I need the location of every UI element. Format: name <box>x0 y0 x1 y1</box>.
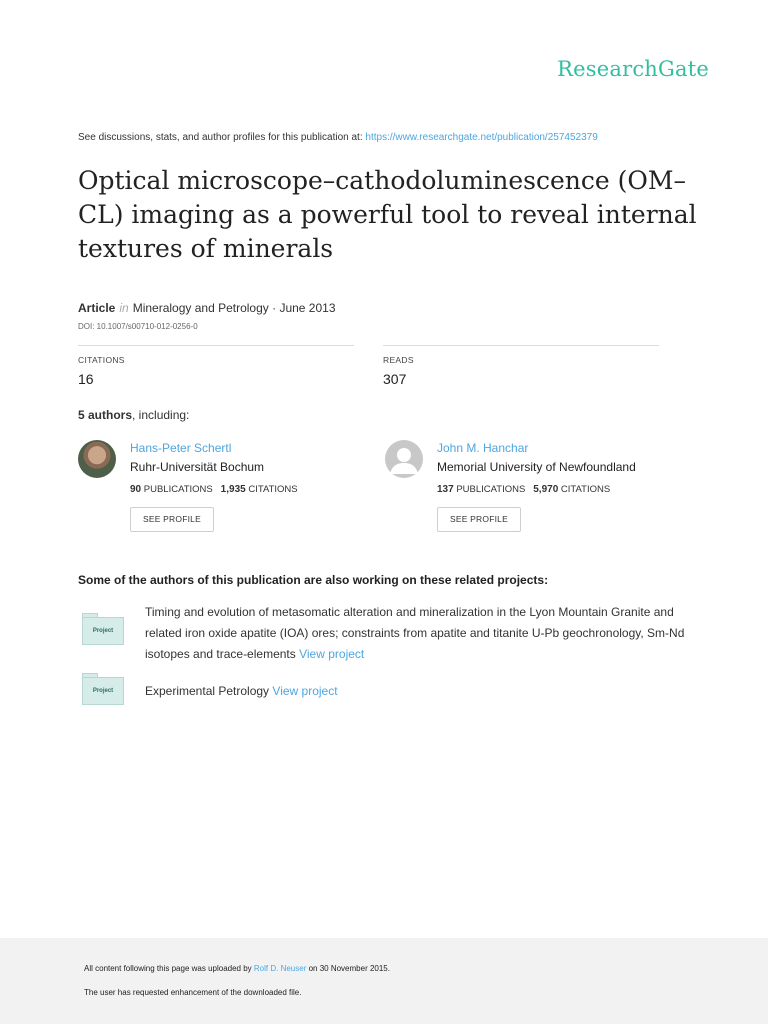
authors-suffix: , including: <box>132 408 190 422</box>
project-title: Timing and evolution of metasomatic alteration and mineralization in the Lyon Mountain Granite and related iron oxide apatite (IOA) ores; constraints from apatite and titanite U-Pb geochronology, Sm-Nd isotopes and trace-elements <box>145 605 685 661</box>
uploader-link[interactable]: Rolf D. Neuser <box>253 964 307 973</box>
citations-stat <box>78 345 354 387</box>
authors-heading <box>78 408 189 422</box>
reads-label: READS <box>383 355 414 365</box>
author-citations-count: 5,970 <box>533 484 559 495</box>
doi: DOI: 10.1007/s00710-012-0256-0 <box>78 322 198 331</box>
project-description <box>145 681 698 702</box>
author-citations-label: CITATIONS <box>248 484 298 495</box>
upload-suffix: on 30 November 2015. <box>306 964 390 973</box>
author-publications-count: 137 <box>437 484 454 495</box>
citations-label: CITATIONS <box>78 355 125 365</box>
citations-value: 16 <box>78 371 94 387</box>
journal-name[interactable]: Mineralogy and Petrology · June 2013 <box>132 301 336 315</box>
view-project-link[interactable]: View project <box>299 647 365 661</box>
reads-value: 307 <box>383 371 407 387</box>
author-avatar[interactable] <box>78 440 116 478</box>
see-profile-button[interactable]: SEE PROFILE <box>130 507 214 532</box>
author-publications-count: 90 <box>130 484 142 495</box>
publication-title: Optical microscope–cathodoluminescence (OM–CL) imaging as a powerful tool to reveal internal textures of minerals <box>78 166 697 263</box>
reads-stat <box>383 345 659 387</box>
author-name-link[interactable]: Hans-Peter Schertl <box>130 441 232 455</box>
upload-info <box>84 964 390 973</box>
footer <box>0 938 768 1024</box>
project-description <box>145 602 698 665</box>
project-folder-icon[interactable] <box>82 613 124 645</box>
author-stats <box>437 484 610 495</box>
in-label: in <box>119 301 129 315</box>
discussion-line <box>78 132 598 143</box>
view-project-link[interactable]: View project <box>272 684 338 698</box>
upload-prefix: All content following this page was uploaded by <box>84 964 254 973</box>
project-title: Experimental Petrology <box>145 684 273 698</box>
discussion-text: See discussions, stats, and author profiles for this publication at: <box>78 132 366 143</box>
author-institution: Memorial University of Newfoundland <box>437 460 636 474</box>
project-icon-label: Project <box>82 617 124 645</box>
author-citations-count: 1,935 <box>220 484 246 495</box>
author-name-link[interactable]: John M. Hanchar <box>437 441 529 455</box>
authors-count: 5 authors <box>78 408 133 422</box>
publication-type: Article <box>78 301 116 315</box>
enhancement-note: The user has requested enhancement of the downloaded file. <box>84 988 302 997</box>
author-citations-label: CITATIONS <box>560 484 611 495</box>
publication-url-link[interactable]: https://www.researchgate.net/publication/257452379 <box>365 132 598 143</box>
see-profile-button[interactable]: SEE PROFILE <box>437 507 521 532</box>
author-stats <box>130 484 298 495</box>
related-projects-heading: Some of the authors of this publication are also working on these related projects: <box>78 573 549 587</box>
author-publications-label: PUBLICATIONS <box>143 484 213 495</box>
author-publications-label: PUBLICATIONS <box>456 484 526 495</box>
publication-meta <box>78 301 336 315</box>
project-folder-icon[interactable] <box>82 673 124 705</box>
author-institution: Ruhr-Universität Bochum <box>130 460 265 474</box>
project-icon-label: Project <box>82 677 124 705</box>
researchgate-logo[interactable]: ResearchGate <box>557 57 709 81</box>
user-placeholder-icon <box>385 440 423 478</box>
author-avatar[interactable] <box>385 440 423 478</box>
